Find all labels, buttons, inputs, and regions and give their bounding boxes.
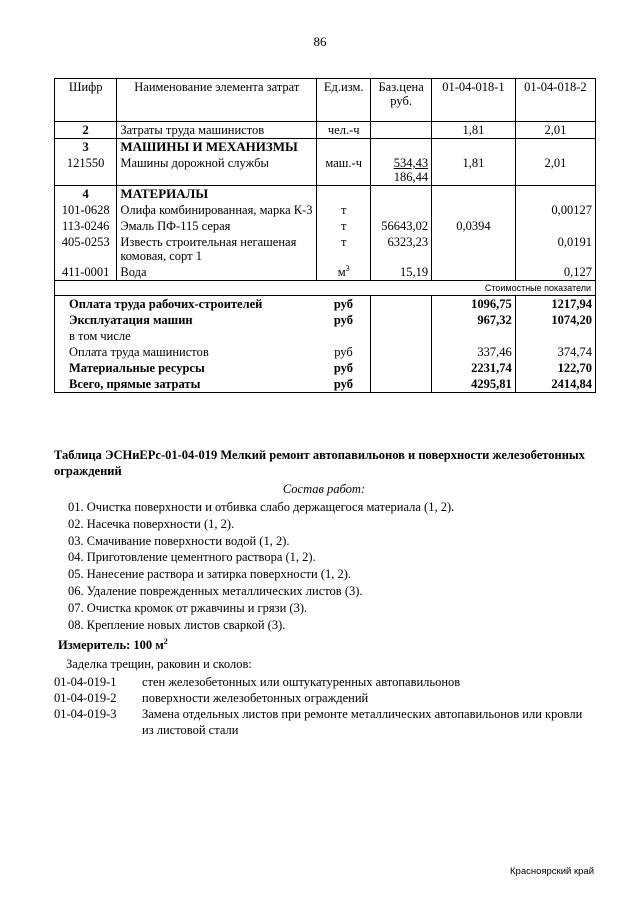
row-unit: чел.-ч <box>317 122 371 139</box>
table-row <box>55 139 596 156</box>
list-item: 03. Смачивание поверхности водой (1, 2). <box>68 533 290 548</box>
summary-row <box>55 328 596 344</box>
summary-name: Оплата труда машинистов <box>55 344 317 360</box>
item-code: 01-04-019-3 <box>54 707 117 722</box>
list-item <box>54 674 594 690</box>
row-code: 121550 <box>55 155 117 186</box>
row-code: 101-0628 <box>55 202 117 218</box>
row-name: Известь строительная негашеная комовая, сорт 1 <box>117 234 317 264</box>
row-name: Затраты труда машинистов <box>117 122 317 139</box>
header-col2: 01-04-018-2 <box>515 79 595 122</box>
row-value-2: 0,00127 <box>515 202 595 218</box>
row-code: 405-0253 <box>55 234 117 264</box>
summary-unit: руб <box>317 360 371 376</box>
row-unit <box>317 264 371 281</box>
summary-row <box>55 296 596 313</box>
page-number: 86 <box>313 34 327 49</box>
table-row <box>55 122 596 139</box>
section-code: 3 <box>55 139 117 156</box>
summary-row <box>55 376 596 393</box>
table-row <box>55 218 596 234</box>
header-code: Шифр <box>55 79 117 122</box>
list-item: 04. Приготовление цементного раствора (1, 2). <box>68 550 316 565</box>
header-col1: 01-04-018-1 <box>432 79 516 122</box>
row-name: Машины дорожной службы <box>117 155 317 186</box>
row-name: Олифа комбинированная, марка К-3 <box>117 202 317 218</box>
list-item: 08. Крепление новых листов сваркой (3). <box>68 617 286 632</box>
summary-name: Оплата труда рабочих-строителей <box>55 296 317 313</box>
list-item: 02. Насечка поверхности (1, 2). <box>68 516 235 531</box>
row-value-2: 0,0191 <box>515 234 595 264</box>
summary-value-1: 2231,74 <box>432 360 516 376</box>
section-title: МАШИНЫ И МЕХАНИЗМЫ <box>117 139 317 156</box>
row-price: 56643,02 <box>371 218 432 234</box>
item-list <box>54 674 594 738</box>
summary-unit: руб <box>317 344 371 360</box>
list-item: 01. Очистка поверхности и отбивка слабо держащегося материала (1, 2). <box>68 500 455 514</box>
list-item <box>54 690 594 706</box>
row-value-1 <box>432 264 516 281</box>
summary-name: Материальные ресурсы <box>55 360 317 376</box>
row-price <box>371 122 432 139</box>
cost-table <box>54 78 596 393</box>
price-top: 534,43 <box>393 156 429 170</box>
header-base-price: Баз.цена руб. <box>371 79 432 122</box>
row-code: 2 <box>55 122 117 139</box>
table-section <box>54 447 594 738</box>
row-value-1 <box>432 234 516 264</box>
item-text: Замена отдельных листов при ремонте металлических автопавильонов или кровли из листовой стали <box>142 707 583 738</box>
section-heading: Таблица ЭСНиЕРс-01-04-019 Мелкий ремонт автопавильонов и поверхности железобетонных ограждений <box>54 448 585 478</box>
row-value-1 <box>432 202 516 218</box>
summary-unit: руб <box>317 296 371 313</box>
header-unit: Ед.изм. <box>317 79 371 122</box>
summary-value-1: 967,32 <box>432 312 516 328</box>
row-code: 411-0001 <box>55 264 117 281</box>
table-row <box>55 202 596 218</box>
unit-text: м <box>337 265 346 279</box>
list-item: 07. Очистка кромок от ржавчины и грязи (3). <box>68 600 308 615</box>
row-unit: т <box>317 234 371 264</box>
summary-row <box>55 312 596 328</box>
row-value-2: 0,127 <box>515 264 595 281</box>
table-row <box>55 264 596 281</box>
row-price <box>371 202 432 218</box>
summary-value-2: 1217,94 <box>515 296 595 313</box>
table-row <box>55 155 596 186</box>
row-name: Эмаль ПФ-115 серая <box>117 218 317 234</box>
summary-value-2: 2414,84 <box>515 376 595 393</box>
repair-label: Заделка трещин, раковин и сколов: <box>66 657 252 672</box>
row-price: 6323,23 <box>371 234 432 264</box>
summary-value-2: 374,74 <box>515 344 595 360</box>
composition-label: Состав работ: <box>282 482 366 496</box>
list-item: 05. Нанесение раствора и затирка поверхности (1, 2). <box>68 567 352 582</box>
header-name: Наименование элемента затрат <box>117 79 317 122</box>
summary-value-2: 1074,20 <box>515 312 595 328</box>
unit-superscript: 3 <box>345 263 350 273</box>
row-unit: маш.-ч <box>317 155 371 186</box>
price-bottom: 186,44 <box>393 170 429 184</box>
list-item: 06. Удаление поврежденных металлических листов (3). <box>68 583 363 598</box>
summary-value-1: 4295,81 <box>432 376 516 393</box>
summary-row <box>55 344 596 360</box>
row-value-1: 1,81 <box>432 155 516 186</box>
meter-label <box>58 637 594 653</box>
indicators-label: Стоимостные показатели <box>55 281 596 296</box>
summary-unit: руб <box>317 376 371 393</box>
footer-region: Красноярский край <box>510 866 594 877</box>
table-row <box>55 186 596 203</box>
meter-superscript: 2 <box>163 637 168 647</box>
summary-row <box>55 360 596 376</box>
meter-text: Измеритель: 100 м <box>58 638 164 653</box>
item-text: стен железобетонных или оштукатуренных автопавильонов <box>142 675 461 690</box>
row-value-1: 0,0394 <box>432 218 516 234</box>
section-title: МАТЕРИАЛЫ <box>117 186 317 203</box>
summary-unit: руб <box>317 312 371 328</box>
section-code: 4 <box>55 186 117 203</box>
row-value-2 <box>515 218 595 234</box>
work-list <box>68 499 594 633</box>
row-value-2: 2,01 <box>515 155 595 186</box>
row-value-1: 1,81 <box>432 122 516 139</box>
row-name: Вода <box>117 264 317 281</box>
item-code: 01-04-019-2 <box>54 691 117 706</box>
row-unit: т <box>317 202 371 218</box>
item-code: 01-04-019-1 <box>54 675 117 690</box>
summary-value-1: 1096,75 <box>432 296 516 313</box>
row-unit: т <box>317 218 371 234</box>
table-row <box>55 234 596 264</box>
summary-value-1: 337,46 <box>432 344 516 360</box>
summary-name: Всего, прямые затраты <box>55 376 317 393</box>
item-text: поверхности железобетонных ограждений <box>142 691 369 706</box>
list-item <box>54 706 594 738</box>
summary-name: в том числе <box>55 328 317 344</box>
summary-value-2: 122,70 <box>515 360 595 376</box>
indicators-row <box>55 281 596 296</box>
row-price <box>371 155 432 186</box>
table-header-row <box>55 79 596 122</box>
row-code: 113-0246 <box>55 218 117 234</box>
summary-name: Эксплуатация машин <box>55 312 317 328</box>
row-value-2: 2,01 <box>515 122 595 139</box>
row-price: 15,19 <box>371 264 432 281</box>
